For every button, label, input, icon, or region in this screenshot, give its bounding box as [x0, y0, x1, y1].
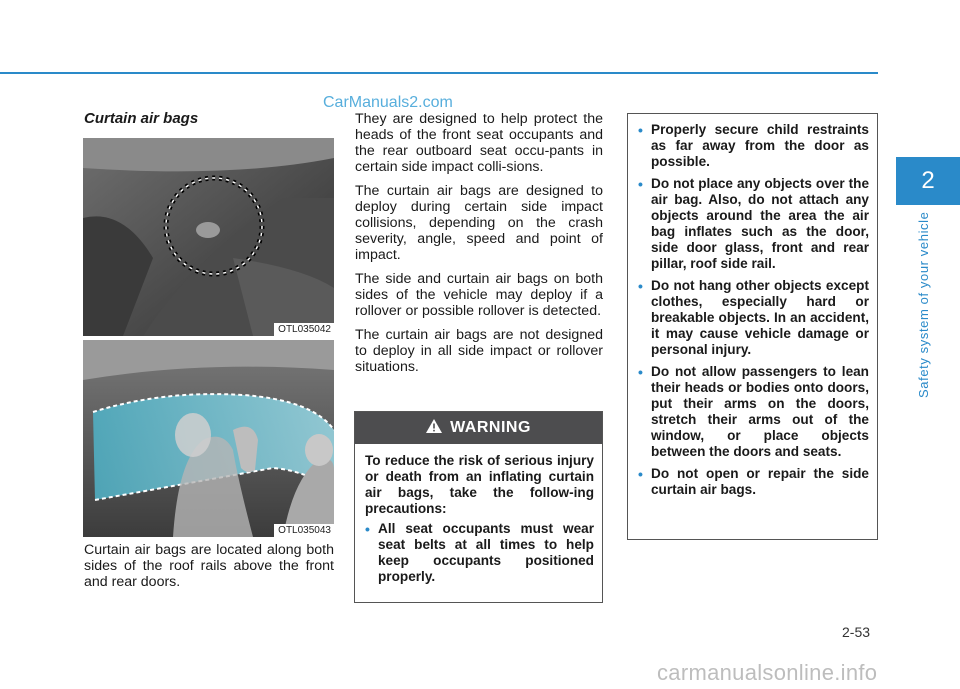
watermark-carmanuals2[interactable]: CarManuals2.com: [323, 94, 453, 111]
warning-header: [355, 412, 602, 444]
list-item: • All seat occupants must wear seat belts at all times to help keep occupants positioned properly.: [365, 521, 594, 584]
paragraph: They are designed to help protect the heads of the front seat occupants and the rear outboard seat occu-pants in certain side impact colli-sions.: [355, 111, 603, 175]
bullet-dot-icon: •: [638, 122, 643, 138]
warning-intro: To reduce the risk of serious injury or death from an inflating curtain air bags, take the follow-ing precautions:: [365, 453, 594, 516]
chapter-side-title: [888, 211, 931, 412]
middle-column: [355, 111, 603, 383]
precautions-box: [627, 113, 878, 540]
figure-code: OTL035043: [274, 524, 334, 537]
warning-title: WARNING: [450, 419, 531, 436]
precautions-list: [638, 122, 869, 498]
figure-airbag-pillar: [83, 138, 334, 336]
bullet-dot-icon: •: [638, 176, 643, 192]
left-caption: Curtain air bags are located along both sides of the roof rails above the front and rear doors.: [84, 542, 334, 590]
list-item: • Properly secure child restraints as far away from the door as possible.: [638, 122, 869, 169]
bullet-dot-icon: •: [365, 521, 370, 537]
warning-triangle-icon: [426, 419, 442, 438]
chapter-title: Safety system of your vehicle: [916, 211, 931, 398]
bullet-dot-icon: •: [638, 278, 643, 294]
warning-box: [354, 411, 603, 603]
curtain-airbag-illustration: [83, 340, 334, 537]
section-title: Curtain air bags: [84, 110, 199, 127]
list-item: • Do not open or repair the side curtain air bags.: [638, 466, 869, 497]
list-item: • Do not allow passengers to lean their heads or bodies onto doors, put their arms on the doors, stretch their arms out of the window, or place objects between the doors and seats.: [638, 364, 869, 459]
bullet-dot-icon: •: [638, 364, 643, 380]
bullet-dot-icon: •: [638, 466, 643, 482]
list-item: • Do not hang other objects except clothes, especially hard or breakable objects. In an accident, it may cause vehicle damage or personal injury.: [638, 278, 869, 357]
watermark-carmanualsonline[interactable]: carmanualsonline.info: [657, 660, 878, 685]
paragraph: The curtain air bags are designed to deploy during certain side impact collisions, depending on the crash severity, angle, speed and point of impact.: [355, 183, 603, 263]
paragraph: The curtain air bags are not designed to deploy in all side impact or rollover situations.: [355, 327, 603, 375]
paragraph: The side and curtain air bags on both sides of the vehicle may deploy if a rollover or possible rollover is detected.: [355, 271, 603, 319]
chapter-tab: 2: [896, 157, 960, 205]
warning-bullets: [365, 521, 594, 585]
figure-curtain-airbag: [83, 340, 334, 537]
figure-code: OTL035042: [274, 323, 334, 336]
header-rule: [0, 72, 878, 74]
airbag-pillar-illustration: [83, 138, 334, 336]
page-number: 2-53: [842, 624, 871, 640]
warning-body: [355, 444, 602, 585]
list-item: • Do not place any objects over the air bag. Also, do not attach any objects around the area the air bag inflates such as the door, side door glass, front and rear pillar, roof side rail.: [638, 176, 869, 271]
